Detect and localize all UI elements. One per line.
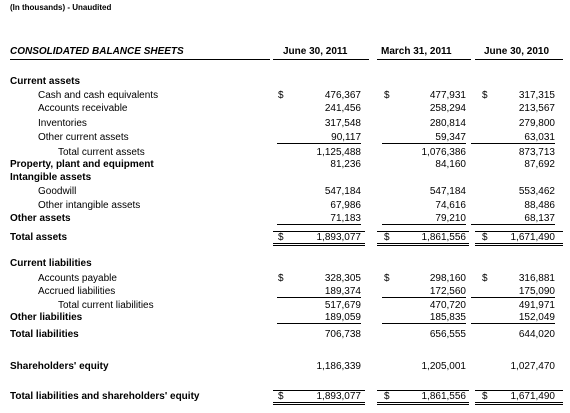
amount-cell: 517,679 xyxy=(324,300,361,311)
amount-cell: 81,236 xyxy=(330,159,361,170)
table-row xyxy=(0,102,570,115)
amount-cell: 656,555 xyxy=(429,329,466,340)
currency-symbol: $ xyxy=(384,273,390,284)
col1-header-underline xyxy=(273,59,369,60)
amount-cell: 1,671,490 xyxy=(510,232,555,243)
amount-cell: 68,137 xyxy=(475,212,555,225)
amount-cell: 90,117 xyxy=(281,131,361,144)
amount-cell: 328,305 xyxy=(324,273,361,284)
currency-symbol: $ xyxy=(384,90,390,101)
amount-cell: 1,671,490 xyxy=(510,391,555,402)
table-row xyxy=(0,89,570,102)
amount-cell: 298,160 xyxy=(429,273,466,284)
table-row xyxy=(0,212,570,225)
row-label: Total assets xyxy=(10,232,68,243)
row-label: Accounts receivable xyxy=(38,103,128,114)
currency-symbol: $ xyxy=(384,391,390,402)
amount-cell: 213,567 xyxy=(518,103,555,114)
amount-cell: 1,027,470 xyxy=(510,361,555,372)
amount-cell: 317,315 xyxy=(518,90,555,101)
row-label: Intangible assets xyxy=(10,172,92,183)
amount-cell: 279,800 xyxy=(518,118,555,129)
table-row xyxy=(0,131,570,144)
amount-cell: 1,076,386 xyxy=(421,147,466,158)
currency-symbol: $ xyxy=(482,90,488,101)
amount-cell: 88,486 xyxy=(524,200,555,211)
table-row xyxy=(0,311,570,324)
amount-cell: 470,720 xyxy=(429,300,466,311)
amount-cell: 547,184 xyxy=(324,186,361,197)
row-label: Total current liabilities xyxy=(58,300,154,311)
amount-cell: 84,160 xyxy=(435,159,466,170)
column-header-march-2011: March 31, 2011 xyxy=(381,46,452,57)
row-label: Inventories xyxy=(38,118,87,129)
table-row xyxy=(0,272,570,285)
amount-cell: 74,616 xyxy=(435,200,466,211)
amount-cell: 1,893,077 xyxy=(316,232,361,243)
total-double-underline xyxy=(475,231,563,246)
total-double-underline xyxy=(273,390,365,405)
amount-cell: 1,861,556 xyxy=(421,391,466,402)
amount-cell: 71,183 xyxy=(281,212,361,225)
amount-cell: 491,971 xyxy=(518,300,555,311)
row-label: Accounts payable xyxy=(38,273,117,284)
amount-cell: 547,184 xyxy=(429,186,466,197)
amount-cell: 59,347 xyxy=(386,131,466,144)
table-row xyxy=(0,390,570,403)
row-label: Other current assets xyxy=(38,132,129,143)
table-row xyxy=(0,328,570,341)
amount-cell: 477,931 xyxy=(429,90,466,101)
table-row xyxy=(0,158,570,171)
amount-cell: 258,294 xyxy=(429,103,466,114)
row-label: Other assets xyxy=(10,213,71,224)
table-row xyxy=(0,199,570,212)
amount-cell: 1,186,339 xyxy=(316,361,361,372)
amount-cell: 553,462 xyxy=(518,186,555,197)
statement-title: CONSOLIDATED BALANCE SHEETS xyxy=(10,46,184,57)
row-label: Total liabilities xyxy=(10,329,79,340)
amount-cell: 175,090 xyxy=(475,285,555,298)
title-underline xyxy=(10,59,270,60)
amount-cell: 67,986 xyxy=(330,200,361,211)
total-double-underline xyxy=(273,231,365,246)
row-label: Total liabilities and shareholders' equity xyxy=(10,391,200,402)
amount-cell: 706,738 xyxy=(324,329,361,340)
currency-symbol: $ xyxy=(482,232,488,243)
amount-cell: 1,125,488 xyxy=(316,147,361,158)
row-label: Goodwill xyxy=(38,186,77,197)
amount-cell: 172,560 xyxy=(386,285,466,298)
amount-cell: 644,020 xyxy=(518,329,555,340)
currency-symbol: $ xyxy=(278,232,284,243)
amount-cell: 1,205,001 xyxy=(421,361,466,372)
row-label: Shareholders' equity xyxy=(10,361,109,372)
currency-symbol: $ xyxy=(384,232,390,243)
col3-header-underline xyxy=(475,59,563,60)
amount-cell: 280,814 xyxy=(429,118,466,129)
currency-symbol: $ xyxy=(278,391,284,402)
currency-symbol: $ xyxy=(482,391,488,402)
table-row xyxy=(0,171,570,184)
unaudited-note: (In thousands) - Unaudited xyxy=(10,3,112,12)
amount-cell: 152,049 xyxy=(475,311,555,324)
row-label: Accrued liabilities xyxy=(38,286,116,297)
row-label: Other liabilities xyxy=(10,312,83,323)
amount-cell: 241,456 xyxy=(324,103,361,114)
total-double-underline xyxy=(377,390,469,405)
amount-cell: 87,692 xyxy=(524,159,555,170)
amount-cell: 189,374 xyxy=(281,285,361,298)
row-label: Property, plant and equipment xyxy=(10,159,154,170)
currency-symbol: $ xyxy=(278,273,284,284)
table-row xyxy=(0,231,570,244)
amount-cell: 189,059 xyxy=(281,311,361,324)
row-label: Total current assets xyxy=(58,147,145,158)
row-label: Current assets xyxy=(10,76,81,87)
row-label: Other intangible assets xyxy=(38,200,141,211)
total-double-underline xyxy=(377,231,469,246)
table-row xyxy=(0,117,570,130)
col2-header-underline xyxy=(377,59,471,60)
amount-cell: 63,031 xyxy=(475,131,555,144)
currency-symbol: $ xyxy=(278,90,284,101)
amount-cell: 476,367 xyxy=(324,90,361,101)
row-label: Current liabilities xyxy=(10,258,92,269)
table-row xyxy=(0,257,570,270)
amount-cell: 873,713 xyxy=(518,147,555,158)
row-label: Cash and cash equivalents xyxy=(38,90,159,101)
column-header-june-2010: June 30, 2010 xyxy=(484,46,550,57)
total-double-underline xyxy=(475,390,563,405)
table-row xyxy=(0,285,570,298)
amount-cell: 317,548 xyxy=(324,118,361,129)
amount-cell: 1,893,077 xyxy=(316,391,361,402)
table-row xyxy=(0,360,570,373)
currency-symbol: $ xyxy=(482,273,488,284)
amount-cell: 79,210 xyxy=(386,212,466,225)
amount-cell: 316,881 xyxy=(518,273,555,284)
table-row xyxy=(0,75,570,88)
table-row xyxy=(0,185,570,198)
amount-cell: 185,835 xyxy=(386,311,466,324)
amount-cell: 1,861,556 xyxy=(421,232,466,243)
column-header-june-2011: June 30, 2011 xyxy=(283,46,348,57)
